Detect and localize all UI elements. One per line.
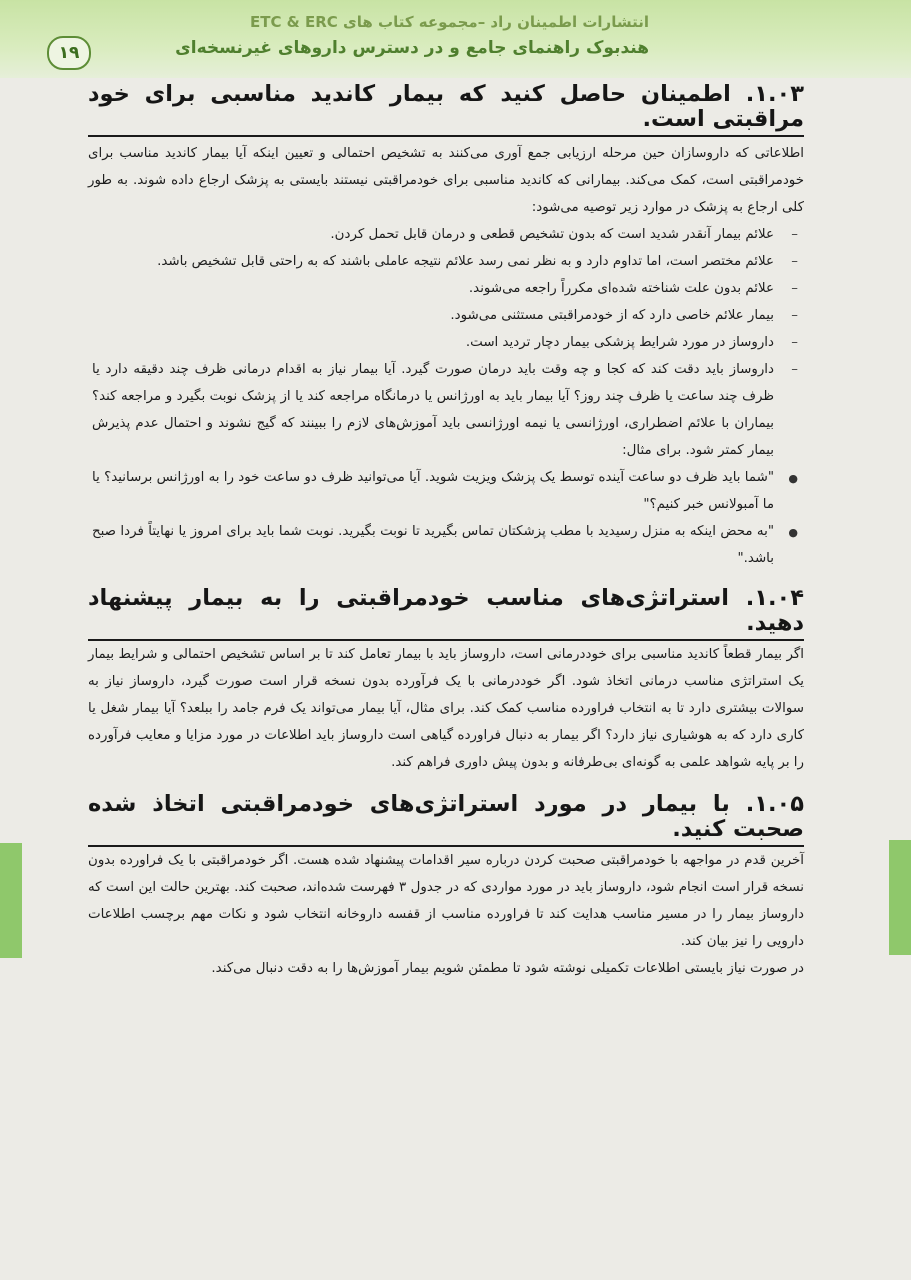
section-1-3-heading: ۱.۰۳. اطمینان حاصل کنید که بیمار کاندید مناسبی برای خود مراقبتی است. [88,82,804,137]
example-quote: ● "شما باید ظرف دو ساعت آینده توسط یک پزشک ویزیت شوید. آیا می‌توانید ظرف دو ساعت خود را به اورژانس برسانید؟ یا ما آمبولانس خبر کنیم؟" [88,464,804,518]
example-quote: ● "به محض اینکه به منزل رسیدید با مطب پزشکتان تماس بگیرید تا نوبت بگیرید. نوبت شما باید برای امروز یا نهایتاً فردا صبح باشد." [88,518,804,572]
right-margin-tab [889,840,911,955]
example-quotes [88,464,804,572]
page-header [0,0,911,78]
section-1-5-heading: ۱.۰۵. با بیمار در مورد استراتژی‌های خودمراقبتی اتخاذ شده صحبت کنید. [88,792,804,847]
referral-item: – علائم بیمار آنقدر شدید است که بدون تشخیص قطعی و درمان قابل تحمل کردن. [88,221,804,248]
section-1-4-body: اگر بیمار قطعاً کاندید مناسبی برای خوددرمانی است، داروساز باید با بیمار تعامل کند تا بر اساس تشخیص احتمالی و شرایط بیمار یک استراتژی مناسب درمانی اتخاذ شود. اگر خوددرمانی با یک فرآورده بدون نسخه قرار است صورت گیرد، داروساز نیاز به سوالات بیشتری دارد تا به انتخاب فراورده مناسب کمک کند. برای مثال، آیا بیمار می‌تواند یک فرم جامد را ببلعد؟ آیا بیمار شغل یا کاری دارد که به هوشیاری نیاز دارد؟ اگر بیمار به دنبال فراورده گیاهی است داروساز باید اطلاعات در مورد مزایا و معایب فرآورده را بر پایه شواهد علمی به گونه‌ای بی‌طرفانه و بدون پیش داوری فراهم کند. [88,647,804,770]
referral-item: – علائم بدون علت شناخته شده‌ای مکرراً راجعه می‌شوند. [88,275,804,302]
left-margin-tab [0,843,22,958]
series-title: انتشارات اطمینان راد –مجموعه کتاب های ETC & ERC [249,13,649,31]
section-1-3-intro: اطلاعاتی که داروسازان حین مرحله ارزیابی جمع آوری می‌کنند به تشخیص احتمالی و تعیین اینکه آیا بیمار کاندید مناسب برای خودمراقبتی است، کمک می‌کند. بیمارانی که کاندید مناسبی برای خودمراقبتی نیستند بایستی به پزشک ارجاع داده شوند. به طور کلی ارجاع به پزشک در موارد زیر توصیه می‌شود: [88,146,804,215]
section-1-5-note: در صورت نیاز بایستی اطلاعات تکمیلی نوشته شود تا مطمئن شویم بیمار آموزش‌ها را به دقت دنبال می‌کند. [211,961,804,976]
referral-item: – داروساز در مورد شرایط پزشکی بیمار دچار تردید است. [88,329,804,356]
book-title: هندبوک راهنمای جامع و در دسترس داروهای غیرنسخه‌ای [175,38,649,58]
page-body [88,82,804,982]
referral-item: – علائم مختصر است، اما تداوم دارد و به نظر نمی رسد علائم نتیجه عاملی باشند که به راحتی قابل تشخیص باشد. [88,248,804,275]
referral-list [88,221,804,464]
referral-item: – بیمار علائم خاصی دارد که از خودمراقبتی مستثنی می‌شود. [88,302,804,329]
section-1-3 [88,82,804,572]
section-1-5 [88,792,804,982]
section-1-4-heading: ۱.۰۴. استراتژی‌های مناسب خودمراقبتی را به بیمار پیشنهاد دهید. [88,586,804,641]
section-1-4 [88,586,804,776]
page-number: ۱۹ [47,36,91,70]
section-1-5-body: آخرین قدم در مواجهه با خودمراقبتی صحبت کردن درباره سیر اقدامات پیشنهاد شده هست. اگر خودمراقبتی با یک فراورده بدون نسخه قرار است انجام شود، داروساز باید در مورد مواردی که در جدول ۳ فهرست شده‌اند، صحبت کند. بهترین حالت این است که داروساز بیمار را در مسیر مناسب هدایت کند تا فراورده مناسب از قفسه داروخانه انتخاب شود و نکات مهم برچسب اطلاعات دارویی را نیز بیان کند. [88,853,804,949]
referral-item: – داروساز باید دقت کند که کجا و چه وقت باید درمان صورت گیرد. آیا بیمار نیاز به اقدام درمانی ظرف چند دقیقه دارد یا ظرف چند ساعت یا ظرف چند روز؟ آیا بیمار باید به اورژانس یا درمانگاه مراجعه کند یا از پزشک نوبت بگیرد و مراجعه کند؟ بیماران با علائم اضطراری، اورژانسی یا نیمه اورژانسی باید آموزش‌های لازم را ببینند که گیج نشوند و احتمال عدم پذیرش بیمار کمتر شود. برای مثال: [88,356,804,464]
